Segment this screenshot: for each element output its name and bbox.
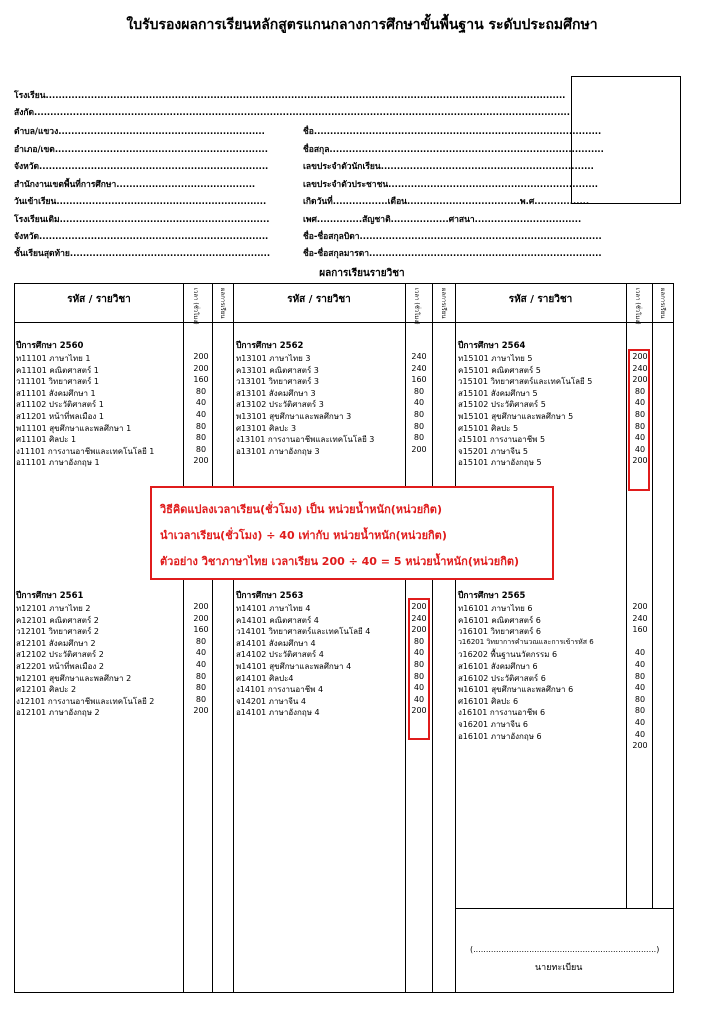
subject-hours: 200 bbox=[632, 602, 648, 611]
subject-hours: 200 bbox=[193, 602, 209, 611]
subject-row: ส14101 สังคมศึกษา 4 bbox=[236, 638, 316, 648]
subject-row: ง13101 การงานอาชีพและเทคโนโลยี 3 bbox=[236, 435, 375, 445]
info-subdistrict: ตำบล/แขวง................................................................ bbox=[14, 127, 265, 137]
subject-row: ท13101 ภาษาไทย 3 bbox=[236, 354, 311, 363]
subject-row: ว15101 วิทยาศาสตร์และเทคโนโลยี 5 bbox=[458, 377, 593, 387]
divider bbox=[432, 284, 433, 992]
divider bbox=[183, 284, 184, 992]
subject-row: ส11102 ประวัติศาสตร์ 1 bbox=[16, 400, 104, 410]
subject-hours: 80 bbox=[195, 683, 207, 693]
document-title: ใบรับรองผลการเรียนหลักสูตรแกนกลางการศึกษาขั้นพื้นฐาน ระดับประถมศึกษา bbox=[126, 17, 598, 33]
subject-hours: 40 bbox=[634, 660, 646, 669]
subject-hours: 80 bbox=[413, 636, 425, 646]
subject-hours: 80 bbox=[413, 660, 425, 669]
subject-row: ส11201 หน้าที่พลเมือง 1 bbox=[16, 412, 104, 421]
highlight-hours-2563 bbox=[408, 598, 430, 740]
subject-row: พ15101 สุขศึกษาและพลศึกษา 5 bbox=[458, 412, 574, 421]
subject-hours: 200 bbox=[632, 375, 648, 385]
col-header-subject: รหัส / รายวิชา bbox=[67, 294, 131, 305]
subject-hours: 40 bbox=[634, 718, 646, 727]
results-heading: ผลการเรียนรายวิชา bbox=[319, 268, 405, 279]
subject-hours: 200 bbox=[632, 741, 648, 751]
subject-hours: 200 bbox=[193, 613, 209, 623]
subject-row: พ12101 สุขศึกษาและพลศึกษา 2 bbox=[16, 673, 132, 683]
subject-hours: 40 bbox=[195, 660, 207, 669]
info-last-grade: ชั้นเรียนสุดท้าย.............................................................. bbox=[14, 249, 271, 259]
info-citizen-id: เลขประจำตัวประชาชน................................................................. bbox=[303, 180, 599, 190]
subject-hours: 240 bbox=[632, 363, 648, 373]
subject-hours: 240 bbox=[411, 613, 427, 623]
subject-row: จ16201 ภาษาจีน 6 bbox=[458, 720, 528, 729]
subject-hours: 40 bbox=[413, 398, 425, 408]
subject-hours: 200 bbox=[411, 706, 427, 716]
subject-hours: 80 bbox=[413, 671, 425, 681]
highlight-hours-2564 bbox=[628, 349, 650, 491]
info-education-office: สำนักงานเขตพื้นที่การศึกษา........................................... bbox=[14, 180, 256, 190]
col-header-grade: ผลการเรียน bbox=[440, 288, 447, 319]
subject-hours: 240 bbox=[411, 363, 427, 373]
info-first-name: ชื่อ......................................................................................... bbox=[303, 127, 602, 137]
subject-hours: 40 bbox=[634, 398, 646, 408]
subject-row: ส15101 สังคมศึกษา 5 bbox=[458, 388, 538, 398]
info-birth-date: เกิดวันที่.................เดือน...................................พ.ศ................. bbox=[303, 197, 590, 207]
subject-row: ค14101 คณิตศาสตร์ 4 bbox=[236, 615, 319, 625]
subject-hours: 40 bbox=[634, 444, 646, 454]
subject-hours: 200 bbox=[193, 363, 209, 373]
subject-row: ท11101 ภาษาไทย 1 bbox=[16, 354, 91, 363]
subject-row: ว13101 วิทยาศาสตร์ 3 bbox=[236, 377, 320, 387]
subject-hours: 80 bbox=[634, 421, 646, 431]
subject-hours: 40 bbox=[195, 398, 207, 408]
subject-row: ค11101 คณิตศาสตร์ 1 bbox=[16, 365, 99, 375]
subject-row: ส16101 สังคมศึกษา 6 bbox=[458, 662, 538, 671]
info-school: โรงเรียน................................................................................................................................................................. bbox=[14, 91, 566, 101]
info-gender-nationality: เพศ..............สัญชาติ..................ศาสนา................................. bbox=[303, 215, 582, 225]
callout-line-2: นำเวลาเรียน(ชั่วโมง) ÷ 40 เท่ากับ หน่วยน้ำหนัก(หน่วยกิต) bbox=[160, 529, 447, 542]
subject-hours: 200 bbox=[411, 444, 427, 454]
subject-row: ส13101 สังคมศึกษา 3 bbox=[236, 388, 316, 398]
col-header-subject: รหัส / รายวิชา bbox=[508, 294, 573, 305]
subject-row: ท14101 ภาษาไทย 4 bbox=[236, 604, 311, 613]
year-title: ปีการศึกษา 2562 bbox=[236, 341, 304, 351]
conversion-callout bbox=[150, 486, 554, 580]
subject-row: ว16202 พื้นฐานนวัตกรรม 6 bbox=[458, 650, 558, 660]
subject-hours: 40 bbox=[413, 648, 425, 658]
subject-row: อ16101 ภาษาอังกฤษ 6 bbox=[458, 731, 542, 741]
year-title: ปีการศึกษา 2564 bbox=[458, 341, 526, 351]
subject-row: พ16101 สุขศึกษาและพลศึกษา 6 bbox=[458, 685, 574, 695]
subject-hours: 40 bbox=[413, 683, 425, 693]
subject-hours: 40 bbox=[413, 694, 425, 704]
subject-row: ส16102 ประวัติศาสตร์ 6 bbox=[458, 673, 546, 683]
subject-hours: 80 bbox=[634, 706, 646, 716]
subject-row: ค15101 คณิตศาสตร์ 5 bbox=[458, 365, 541, 375]
subject-row: ส12101 สังคมศึกษา 2 bbox=[16, 638, 96, 648]
subject-hours: 80 bbox=[634, 694, 646, 704]
subject-row: ส13102 ประวัติศาสตร์ 3 bbox=[236, 400, 324, 410]
subject-row: ท16101 ภาษาไทย 6 bbox=[458, 604, 533, 613]
signature-line: (........................................................................) bbox=[470, 945, 660, 954]
subject-hours: 80 bbox=[413, 386, 425, 396]
info-enroll-date: วันเข้าเรียน................................................................. bbox=[14, 197, 267, 207]
subject-row: ว11101 วิทยาศาสตร์ 1 bbox=[16, 377, 100, 387]
info-affiliation: สังกัด...................................................................................................................................................................... bbox=[14, 108, 571, 118]
subject-hours: 80 bbox=[634, 671, 646, 681]
signature-divider bbox=[455, 908, 673, 909]
subject-row: ง12101 การงานอาชีพและเทคโนโลยี 2 bbox=[16, 696, 155, 706]
subject-hours: 160 bbox=[193, 375, 209, 385]
subject-hours: 40 bbox=[195, 648, 207, 658]
subject-row: ศ13101 ศิลปะ 3 bbox=[236, 423, 297, 433]
subject-hours: 40 bbox=[634, 433, 646, 443]
subject-row: ว12101 วิทยาศาสตร์ 2 bbox=[16, 627, 100, 637]
subject-row: ง16101 การงานอาชีพ 6 bbox=[458, 708, 546, 718]
registrar-title: นายทะเบียน bbox=[535, 963, 583, 973]
subject-hours: 40 bbox=[634, 683, 646, 693]
subject-hours: 80 bbox=[195, 694, 207, 704]
subject-row: ง14101 การงานอาชีพ 4 bbox=[236, 685, 324, 695]
subject-hours: 240 bbox=[632, 613, 648, 623]
subject-hours: 160 bbox=[632, 625, 648, 635]
subject-hours: 200 bbox=[193, 456, 209, 466]
subject-row: ส11101 สังคมศึกษา 1 bbox=[16, 388, 96, 398]
subject-hours: 200 bbox=[193, 352, 209, 361]
subject-row: พ13101 สุขศึกษาและพลศึกษา 3 bbox=[236, 412, 352, 421]
subject-row: ว16201 วิทยาการคำนวณและการเข้ารหัส 6 bbox=[458, 637, 594, 646]
subject-hours: 80 bbox=[195, 386, 207, 396]
subject-row: ศ15101 ศิลปะ 5 bbox=[458, 423, 519, 433]
subject-row: ค12101 คณิตศาสตร์ 2 bbox=[16, 615, 99, 625]
subject-hours: 200 bbox=[632, 456, 648, 466]
subject-hours: 80 bbox=[634, 386, 646, 396]
subject-hours: 80 bbox=[195, 433, 207, 443]
subject-hours: 80 bbox=[413, 410, 425, 419]
col-header-hours: เวลา (ชั่วโมง) bbox=[634, 288, 641, 325]
callout-line-1: วิธีคิดแปลงเวลาเรียน(ชั่วโมง) เป็น หน่วยน้ำหนัก(หน่วยกิต) bbox=[160, 503, 442, 516]
year-title: ปีการศึกษา 2560 bbox=[16, 341, 84, 351]
subject-hours: 160 bbox=[411, 375, 427, 385]
subject-row: ท12101 ภาษาไทย 2 bbox=[16, 604, 91, 613]
subject-row: ส15102 ประวัติศาสตร์ 5 bbox=[458, 400, 546, 410]
subject-row: พ14101 สุขศึกษาและพลศึกษา 4 bbox=[236, 662, 352, 671]
subject-hours: 80 bbox=[195, 636, 207, 646]
subject-hours: 80 bbox=[195, 444, 207, 454]
subject-row: ง15101 การงานอาชีพ 5 bbox=[458, 435, 546, 445]
subject-hours: 240 bbox=[411, 352, 427, 361]
col-header-subject: รหัส / รายวิชา bbox=[287, 294, 351, 305]
subject-hours: 80 bbox=[413, 421, 425, 431]
subject-hours: 80 bbox=[413, 433, 425, 443]
subject-hours: 200 bbox=[632, 352, 648, 361]
subject-row: ส12201 หน้าที่พลเมือง 2 bbox=[16, 662, 104, 671]
subject-row: ง11101 การงานอาชีพและเทคโนโลยี 1 bbox=[16, 446, 155, 456]
info-district: อำเภอ/เขต.................................................................. bbox=[14, 145, 268, 155]
header-divider bbox=[15, 322, 673, 323]
subject-row: พ11101 สุขศึกษาและพลศึกษา 1 bbox=[16, 423, 132, 433]
info-previous-province: จังหวัด....................................................................... bbox=[14, 232, 269, 242]
subject-hours: 200 bbox=[411, 602, 427, 611]
subject-row: จ14201 ภาษาจีน 4 bbox=[236, 696, 306, 706]
info-student-id: เลขประจำตัวนักเรียน.................................................................. bbox=[303, 162, 594, 172]
info-previous-school: โรงเรียนเดิม................................................................. bbox=[14, 215, 270, 225]
subject-hours: 200 bbox=[193, 706, 209, 716]
subject-row: ส14102 ประวัติศาสตร์ 4 bbox=[236, 650, 324, 660]
subject-row: อ13101 ภาษาอังกฤษ 3 bbox=[236, 446, 320, 456]
subject-row: ค16101 คณิตศาสตร์ 6 bbox=[458, 615, 541, 625]
info-province: จังหวัด....................................................................... bbox=[14, 162, 269, 172]
subject-row: ค13101 คณิตศาสตร์ 3 bbox=[236, 365, 319, 375]
info-mother-name: ชื่อ-ชื่อสกุลมารดา........................................................................ bbox=[303, 249, 602, 259]
col-header-grade: ผลการเรียน bbox=[219, 288, 226, 319]
subject-row: ว16101 วิทยาศาสตร์ 6 bbox=[458, 627, 542, 637]
col-header-grade: ผลการเรียน bbox=[659, 288, 666, 319]
subject-row: อ11101 ภาษาอังกฤษ 1 bbox=[16, 458, 100, 468]
info-father-name: ชื่อ-ชื่อสกุลบิดา........................................................................... bbox=[303, 232, 602, 242]
year-title: ปีการศึกษา 2563 bbox=[236, 591, 304, 601]
subject-row: จ15201 ภาษาจีน 5 bbox=[458, 446, 528, 456]
info-last-name: ชื่อสกุล..................................................................................... bbox=[303, 145, 604, 155]
subject-row: ศ16101 ศิลปะ 6 bbox=[458, 696, 519, 706]
divider bbox=[233, 284, 234, 992]
subject-hours: 40 bbox=[634, 729, 646, 739]
subject-hours: 40 bbox=[195, 410, 207, 419]
callout-line-3: ตัวอย่าง วิชาภาษาไทย เวลาเรียน 200 ÷ 40 = 5 หน่วยน้ำหนัก(หน่วยกิต) bbox=[160, 555, 520, 568]
subject-row: อ12101 ภาษาอังกฤษ 2 bbox=[16, 708, 100, 718]
subject-hours: 200 bbox=[411, 625, 427, 635]
subject-row: ศ14101 ศิลปะ4 bbox=[236, 673, 294, 683]
year-title: ปีการศึกษา 2565 bbox=[458, 591, 526, 601]
col-header-hours: เวลา (ชั่วโมง) bbox=[413, 288, 420, 325]
col-header-hours: เวลา (ชั่วโมง) bbox=[192, 288, 199, 325]
subject-row: ศ11101 ศิลปะ 1 bbox=[16, 435, 77, 445]
subject-hours: 80 bbox=[634, 410, 646, 419]
subject-row: อ14101 ภาษาอังกฤษ 4 bbox=[236, 708, 320, 718]
subject-row: ศ12101 ศิลปะ 2 bbox=[16, 685, 77, 695]
year-title: ปีการศึกษา 2561 bbox=[16, 591, 84, 601]
divider bbox=[455, 284, 456, 992]
subject-hours: 40 bbox=[634, 648, 646, 658]
subject-row: ส12102 ประวัติศาสตร์ 2 bbox=[16, 650, 104, 660]
subject-hours: 80 bbox=[195, 671, 207, 681]
subject-hours: 80 bbox=[195, 421, 207, 431]
subject-row: อ15101 ภาษาอังกฤษ 5 bbox=[458, 458, 542, 468]
subject-hours: 160 bbox=[193, 625, 209, 635]
subject-row: ว14101 วิทยาศาสตร์และเทคโนโลยี 4 bbox=[236, 627, 371, 637]
subject-row: ท15101 ภาษาไทย 5 bbox=[458, 354, 533, 363]
